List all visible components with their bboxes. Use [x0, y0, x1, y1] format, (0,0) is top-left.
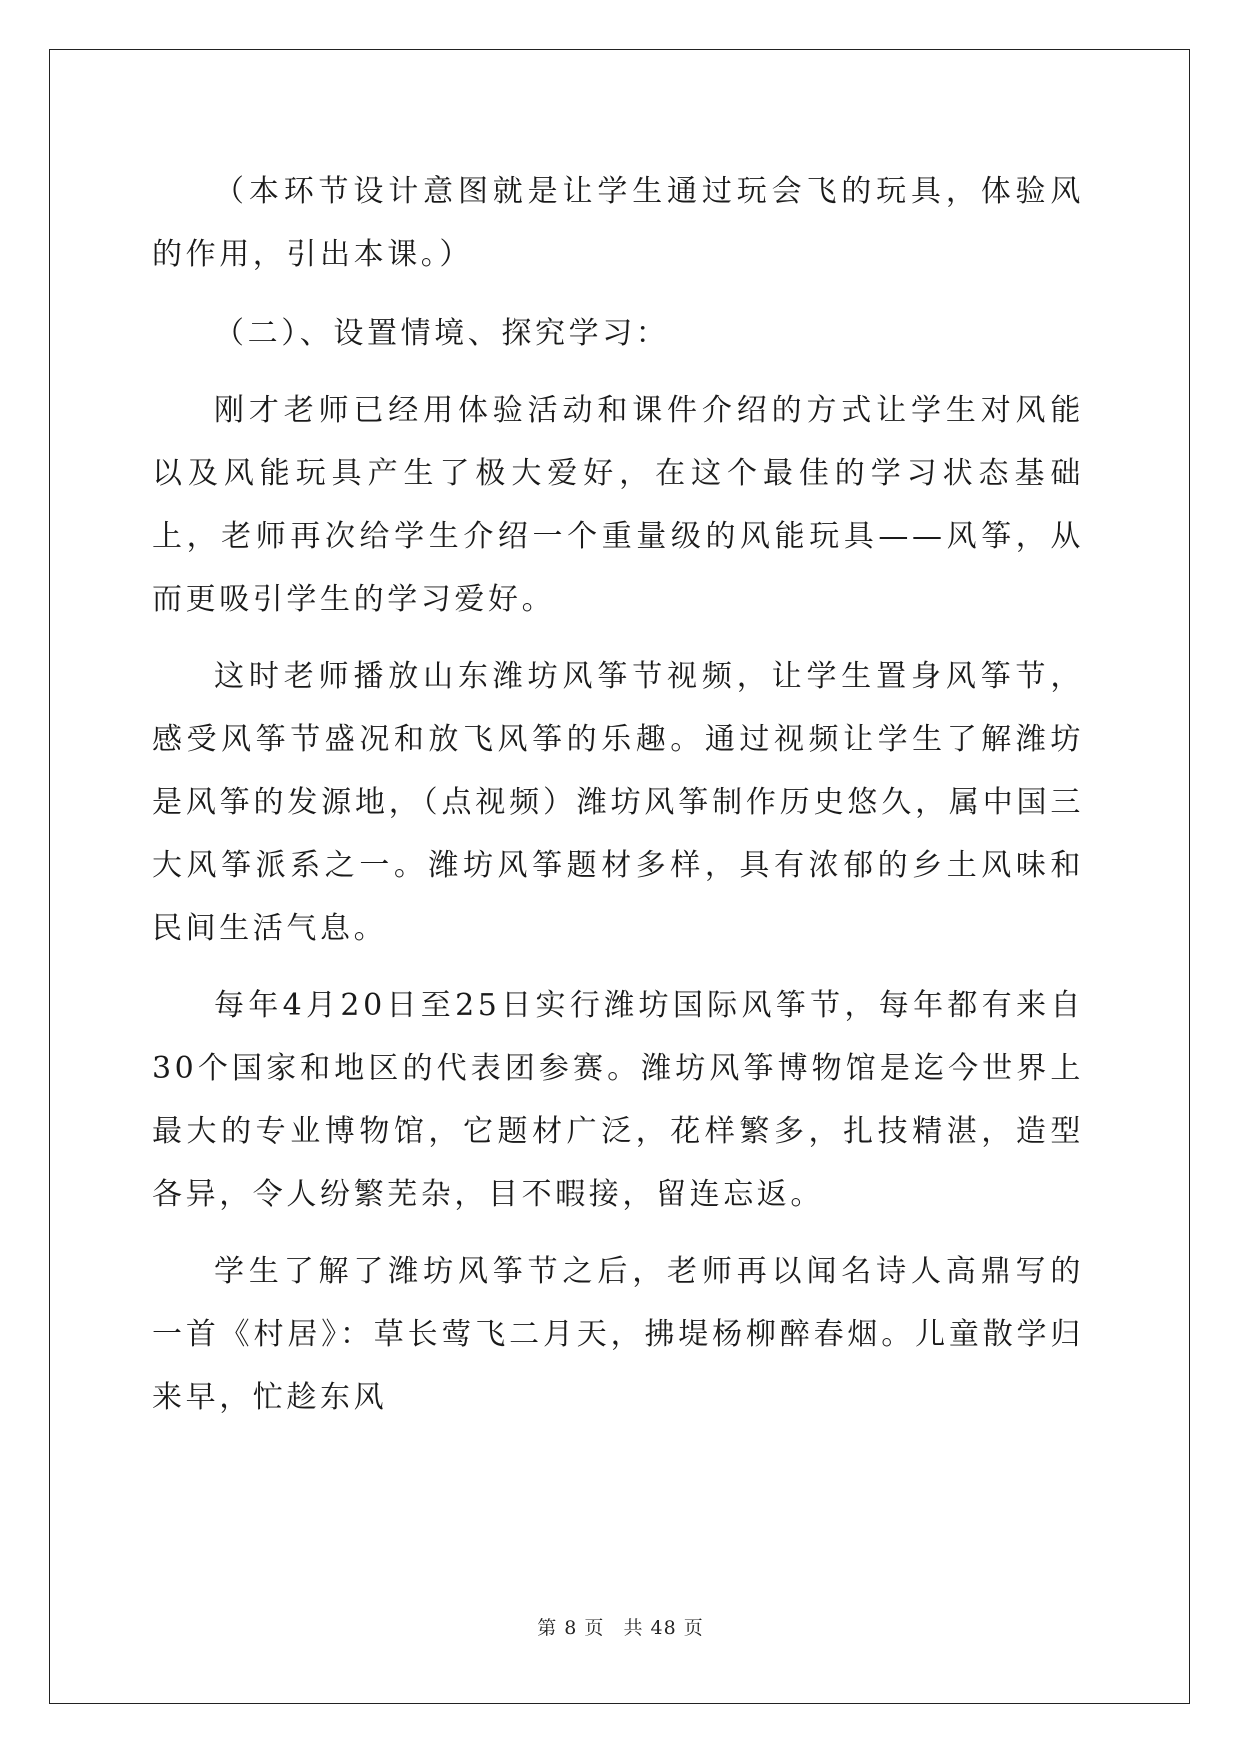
page-footer — [0, 1613, 1241, 1640]
document-body — [152, 160, 1084, 1443]
paragraph-poem: 学生了解了潍坊风筝节之后，老师再以闻名诗人高鼎写的一首《村居》：草长莺飞二月天，拂堤杨柳醉春烟。儿童散学归来早，忙趁东风 — [152, 1254, 1084, 1415]
page-number: 第 8 页 — [537, 1617, 605, 1639]
paragraph-weifang-video: 这时老师播放山东潍坊风筝节视频，让学生置身风筝节，感受风筝节盛况和放飞风筝的乐趣。通过视频让学生了解潍坊是风筝的发源地，（点视频）潍坊风筝制作历史悠久，属中国三大风筝派系之一。潍坊风筝题材多样，具有浓郁的乡土风味和民间生活气息。 — [152, 659, 1084, 946]
page-total: 共 48 页 — [623, 1617, 704, 1639]
paragraph-design-intent: （本环节设计意图就是让学生通过玩会飞的玩具，体验风的作用，引出本课。） — [152, 174, 1084, 272]
paragraph-kite-festival: 每年4月20日至25日实行潍坊国际风筝节，每年都有来自30个国家和地区的代表团参赛。潍坊风筝博物馆是迄今世界上最大的专业博物馆，它题材广泛，花样繁多，扎技精湛，造型各异，令人纷繁芜杂，目不暇接，留连忘返。 — [152, 988, 1084, 1212]
paragraph-intro-kite: 刚才老师已经用体验活动和课件介绍的方式让学生对风能以及风能玩具产生了极大爱好，在这个最佳的学习状态基础上，老师再次给学生介绍一个重量级的风能玩具——风筝，从而更吸引学生的学习爱好。 — [152, 393, 1084, 617]
section-heading: （二）、设置情境、探究学习： — [214, 316, 670, 351]
